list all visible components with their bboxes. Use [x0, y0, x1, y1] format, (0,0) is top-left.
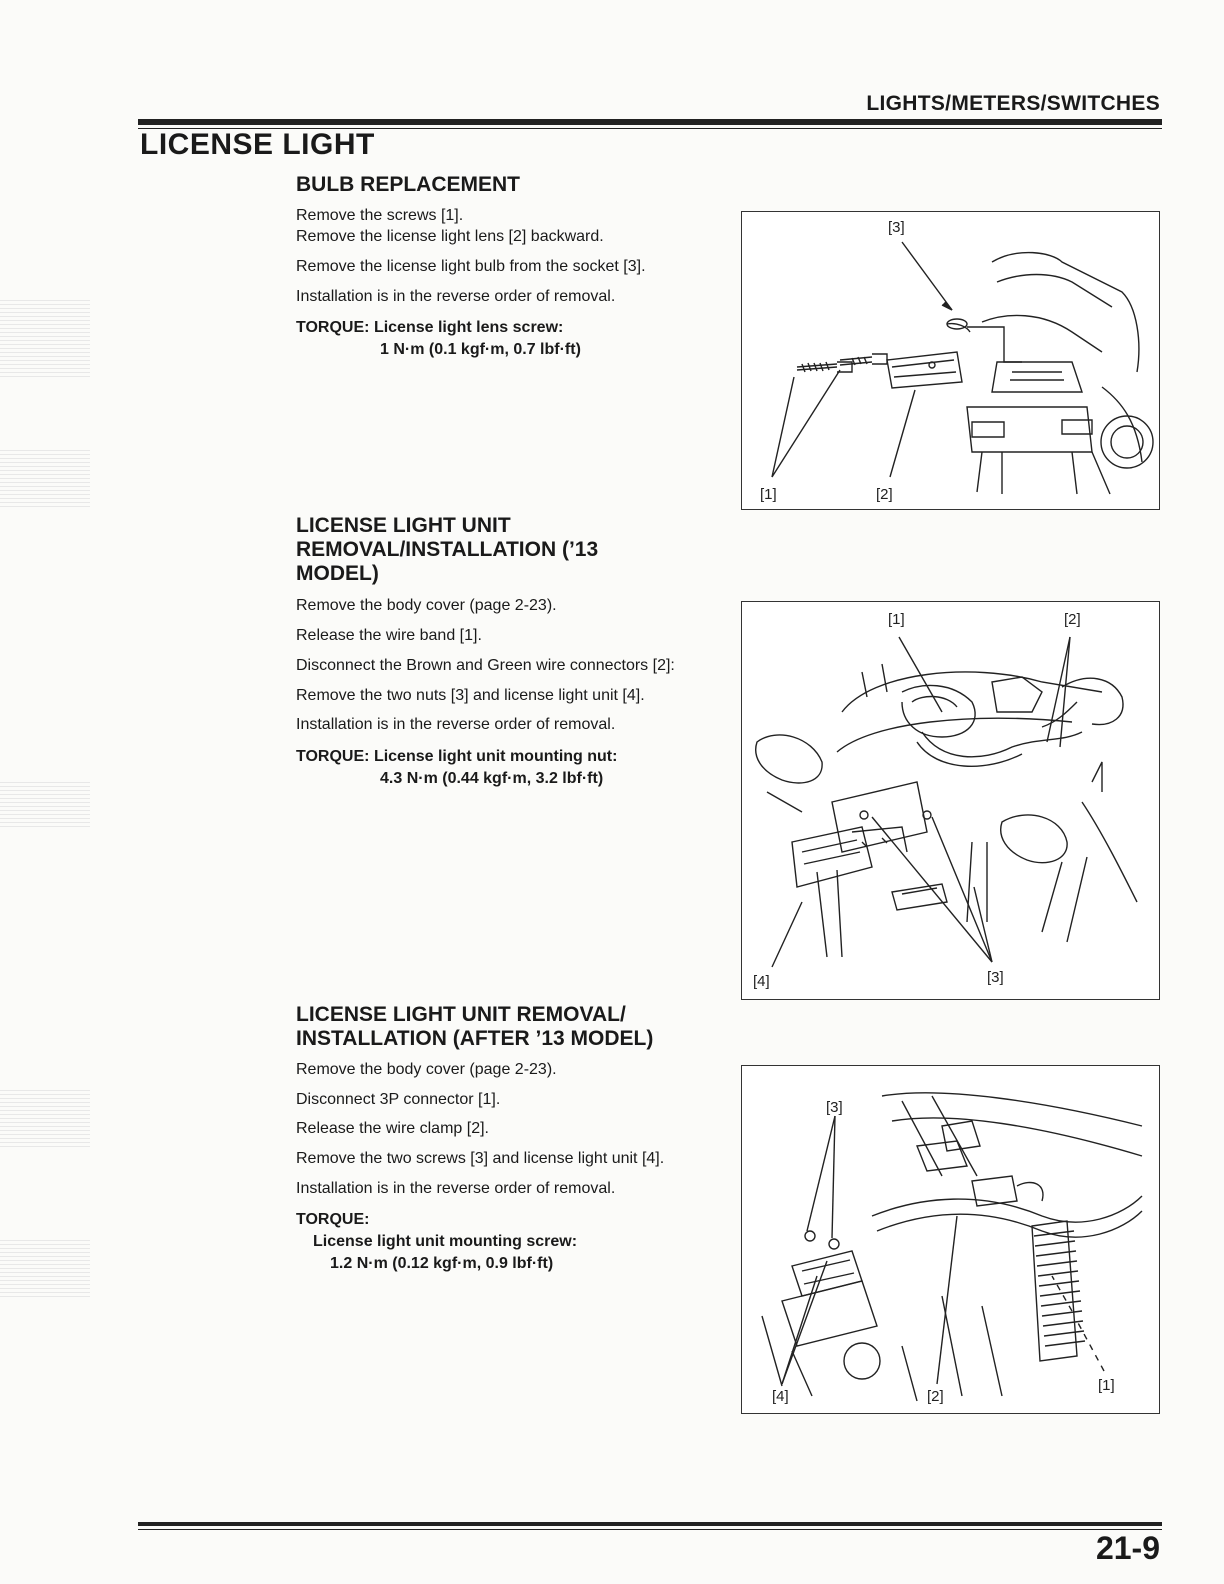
step: Installation is in the reverse order of removal. — [296, 1180, 616, 1197]
section-title-line: LICENSE LIGHT UNIT REMOVAL/ — [296, 1003, 626, 1026]
torque-label: TORQUE: — [296, 1211, 370, 1228]
figure-bulb-replacement — [741, 211, 1160, 510]
torque-spec — [296, 317, 563, 339]
torque-item: License light lens screw: — [373, 319, 564, 336]
torque-value: 1.2 N·m (0.12 kgf·m, 0.9 lbf·ft) — [330, 1255, 554, 1272]
illustration-13-model — [742, 602, 1159, 999]
torque-label: TORQUE: — [296, 748, 370, 765]
step: Remove the license light bulb from the socket [3]. — [296, 258, 646, 275]
scan-artifact — [0, 1240, 90, 1300]
section-header: LIGHTS/METERS/SWITCHES — [866, 92, 1160, 115]
callout-4: [4] — [772, 1388, 789, 1405]
figure-13-model — [741, 601, 1160, 1000]
callout-4: [4] — [753, 973, 770, 990]
header-rule — [138, 119, 1162, 125]
torque-item: License light unit mounting nut: — [373, 748, 618, 765]
step: Release the wire band [1]. — [296, 627, 482, 644]
torque-value: 4.3 N·m (0.44 kgf·m, 3.2 lbf·ft) — [380, 770, 604, 787]
step: Disconnect 3P connector [1]. — [296, 1091, 501, 1108]
scan-artifact — [0, 1090, 90, 1150]
callout-2: [2] — [927, 1388, 944, 1405]
step: Installation is in the reverse order of removal. — [296, 716, 616, 733]
step: Remove the two screws [3] and license light unit [4]. — [296, 1150, 665, 1167]
section-title-line: INSTALLATION (AFTER ’13 MODEL) — [296, 1027, 654, 1050]
torque-label: TORQUE: — [296, 319, 370, 336]
footer-rule — [138, 1522, 1162, 1526]
section-title-after-13-model — [296, 1003, 653, 1051]
step: Remove the two nuts [3] and license light unit [4]. — [296, 687, 645, 704]
figure-after-13-model — [741, 1065, 1160, 1414]
callout-3: [3] — [826, 1099, 843, 1116]
step: Installation is in the reverse order of removal. — [296, 288, 616, 305]
section-title-13-model — [296, 514, 598, 586]
step: Disconnect the Brown and Green wire connectors [2]: — [296, 657, 675, 674]
section-title-line: LICENSE LIGHT UNIT — [296, 514, 511, 537]
callout-1: [1] — [760, 486, 777, 503]
callout-2: [2] — [876, 486, 893, 503]
section-title-line: REMOVAL/INSTALLATION (’13 — [296, 538, 599, 561]
torque-value: 1 N·m (0.1 kgf·m, 0.7 lbf·ft) — [380, 341, 581, 358]
scan-artifact — [0, 780, 90, 830]
torque-spec — [296, 746, 617, 768]
step: Remove the body cover (page 2-23). — [296, 1061, 557, 1078]
step: Remove the license light lens [2] backward. — [296, 228, 604, 245]
callout-1: [1] — [888, 611, 905, 628]
section-title-line: MODEL) — [296, 562, 379, 585]
callout-3: [3] — [888, 219, 905, 236]
step: Remove the screws [1]. — [296, 207, 464, 224]
torque-item: License light unit mounting screw: — [313, 1233, 578, 1250]
page-title: LICENSE LIGHT — [140, 128, 375, 161]
illustration-bulb-replacement — [742, 212, 1159, 509]
callout-1: [1] — [1098, 1377, 1115, 1394]
step: Remove the body cover (page 2-23). — [296, 597, 557, 614]
footer-rule-thin — [138, 1529, 1162, 1530]
scan-artifact — [0, 300, 90, 380]
step: Release the wire clamp [2]. — [296, 1120, 489, 1137]
section-title-bulb-replacement: BULB REPLACEMENT — [296, 173, 520, 196]
illustration-after-13-model — [742, 1066, 1159, 1413]
scan-artifact — [0, 450, 90, 510]
page-number: 21-9 — [1095, 1530, 1160, 1566]
callout-3: [3] — [987, 969, 1004, 986]
callout-2: [2] — [1064, 611, 1081, 628]
